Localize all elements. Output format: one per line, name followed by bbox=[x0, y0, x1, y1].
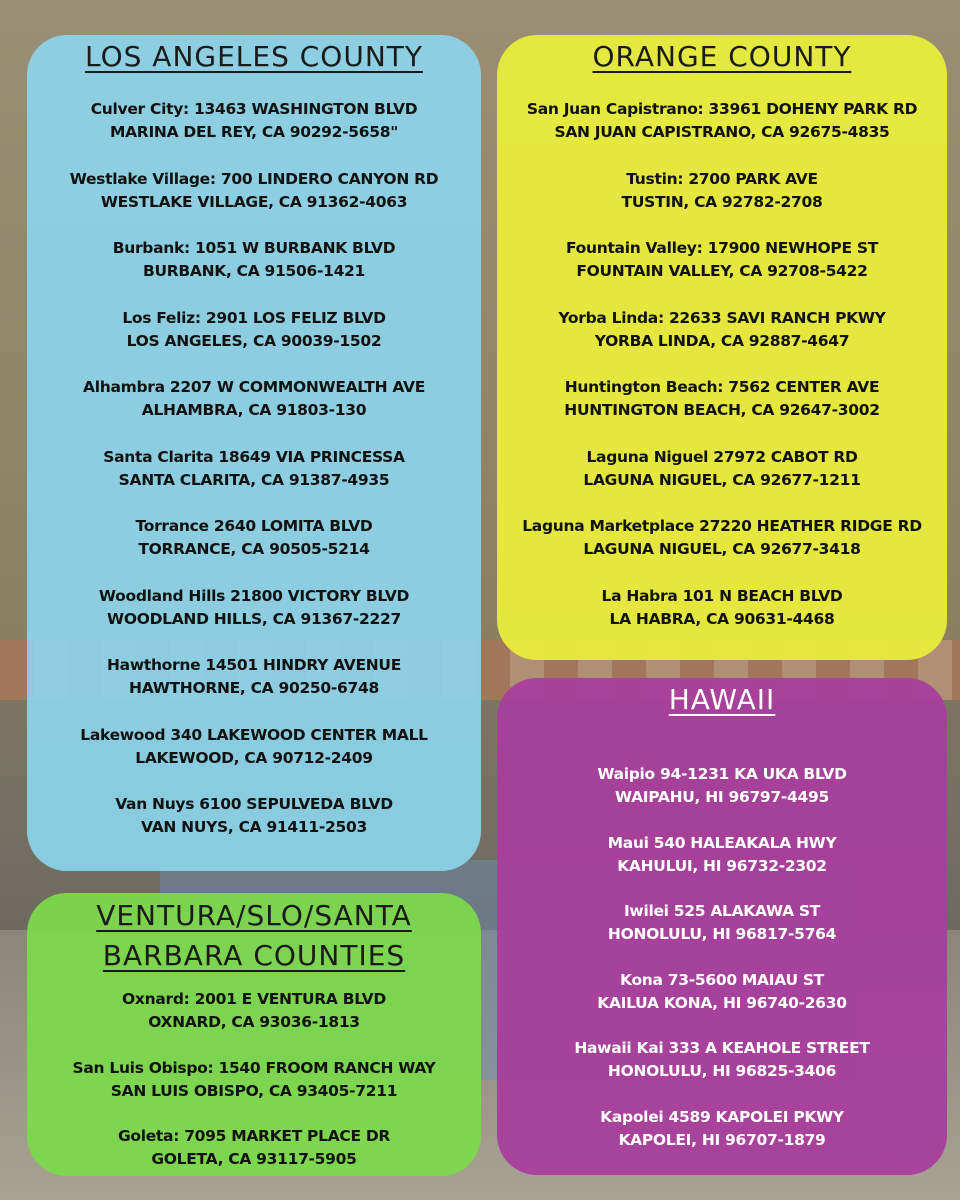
orange-county-panel bbox=[497, 35, 947, 660]
store-city-state-zip: HONOLULU, HI 96817-5764 bbox=[607, 925, 837, 943]
store-name-address: Oxnard: 2001 E VENTURA BLVD bbox=[122, 990, 386, 1008]
store-city-state-zip: FOUNTAIN VALLEY, CA 92708-5422 bbox=[576, 262, 868, 280]
ventura-heading-line-1: VENTURA/SLO/SANTA bbox=[96, 899, 412, 932]
store-location bbox=[497, 98, 947, 144]
store-name-address: Burbank: 1051 W BURBANK BLVD bbox=[112, 239, 396, 257]
store-city-state-zip: KAHULUI, HI 96732-2302 bbox=[617, 856, 827, 875]
store-name-address: Hawaii Kai 333 A KEAHOLE STREET bbox=[574, 1039, 870, 1057]
store-location bbox=[497, 832, 947, 878]
store-city-state-zip: HAWTHORNE, CA 90250-6748 bbox=[129, 679, 379, 697]
hawaii-heading: HAWAII bbox=[668, 683, 776, 716]
store-location bbox=[497, 376, 947, 422]
store-location bbox=[497, 1106, 947, 1152]
store-location bbox=[27, 654, 481, 700]
store-city-state-zip: SANTA CLARITA, CA 91387-4935 bbox=[118, 470, 390, 489]
store-city-state-zip: OXNARD, CA 93036-1813 bbox=[148, 1013, 360, 1031]
store-name-address: Kona 73-5600 MAIAU ST bbox=[620, 970, 824, 989]
ventura-location-list bbox=[27, 988, 481, 1194]
store-name-address: Lakewood 340 LAKEWOOD CENTER MALL bbox=[80, 725, 428, 744]
store-city-state-zip: VAN NUYS, CA 91411-2503 bbox=[141, 818, 367, 836]
store-city-state-zip: GOLETA, CA 93117-5905 bbox=[151, 1150, 357, 1168]
store-city-state-zip: TORRANCE, CA 90505-5214 bbox=[138, 540, 370, 558]
store-city-state-zip: WOODLAND HILLS, CA 91367-2227 bbox=[107, 609, 401, 628]
store-location bbox=[27, 988, 481, 1034]
store-location bbox=[27, 376, 481, 422]
store-city-state-zip: HONOLULU, HI 96825-3406 bbox=[607, 1062, 837, 1080]
store-city-state-zip: WESTLAKE VILLAGE, CA 91362-4063 bbox=[100, 192, 408, 211]
store-location bbox=[27, 168, 481, 214]
store-name-address: Alhambra 2207 W COMMONWEALTH AVE bbox=[83, 378, 425, 396]
store-name-address: Laguna Niguel 27972 CABOT RD bbox=[586, 447, 858, 466]
store-location bbox=[497, 237, 947, 283]
store-location bbox=[497, 446, 947, 492]
store-location bbox=[27, 237, 481, 283]
hawaii-location-list bbox=[497, 763, 947, 1174]
store-name-address: Laguna Marketplace 27220 HEATHER RIDGE RD bbox=[522, 517, 922, 535]
los-angeles-county-panel bbox=[27, 35, 481, 871]
store-city-state-zip: BURBANK, CA 91506-1421 bbox=[142, 262, 366, 280]
store-city-state-zip: MARINA DEL REY, CA 90292-5658" bbox=[109, 123, 399, 141]
los-angeles-county-heading: LOS ANGELES COUNTY bbox=[84, 40, 423, 73]
store-city-state-zip: HUNTINGTON BEACH, CA 92647-3002 bbox=[564, 401, 880, 419]
store-name-address: San Juan Capistrano: 33961 DOHENY PARK RD bbox=[526, 100, 918, 118]
store-name-address: La Habra 101 N BEACH BLVD bbox=[601, 586, 843, 605]
store-name-address: Culver City: 13463 WASHINGTON BLVD bbox=[90, 100, 418, 118]
store-location bbox=[27, 515, 481, 561]
store-name-address: Van Nuys 6100 SEPULVEDA BLVD bbox=[115, 795, 393, 813]
store-city-state-zip: LOS ANGELES, CA 90039-1502 bbox=[126, 331, 382, 350]
store-name-address: Iwilei 525 ALAKAWA ST bbox=[623, 902, 821, 920]
store-location bbox=[27, 1057, 481, 1103]
store-location bbox=[497, 969, 947, 1015]
store-name-address: Yorba Linda: 22633 SAVI RANCH PKWY bbox=[558, 308, 886, 327]
store-location bbox=[27, 585, 481, 631]
store-city-state-zip: TUSTIN, CA 92782-2708 bbox=[621, 192, 823, 211]
store-city-state-zip: ALHAMBRA, CA 91803-130 bbox=[141, 401, 367, 419]
store-city-state-zip: LAGUNA NIGUEL, CA 92677-1211 bbox=[583, 470, 861, 489]
store-location bbox=[497, 168, 947, 214]
store-location bbox=[497, 515, 947, 561]
store-city-state-zip: KAILUA KONA, HI 96740-2630 bbox=[597, 993, 847, 1012]
store-name-address: Kapolei 4589 KAPOLEI PKWY bbox=[600, 1107, 844, 1126]
store-name-address: Westlake Village: 700 LINDERO CANYON RD bbox=[69, 169, 439, 188]
store-name-address: Tustin: 2700 PARK AVE bbox=[626, 169, 818, 188]
store-city-state-zip: LAKEWOOD, CA 90712-2409 bbox=[135, 748, 373, 767]
store-name-address: Santa Clarita 18649 VIA PRINCESSA bbox=[103, 447, 405, 466]
store-name-address: Los Feliz: 2901 LOS FELIZ BLVD bbox=[122, 308, 386, 327]
store-location bbox=[497, 307, 947, 353]
store-name-address: Fountain Valley: 17900 NEWHOPE ST bbox=[565, 239, 879, 257]
store-name-address: Waipio 94-1231 KA UKA BLVD bbox=[597, 765, 847, 783]
store-location bbox=[497, 763, 947, 809]
orange-county-heading: ORANGE COUNTY bbox=[592, 40, 852, 73]
store-city-state-zip: SAN LUIS OBISPO, CA 93405-7211 bbox=[110, 1081, 398, 1100]
store-location bbox=[27, 724, 481, 770]
store-location bbox=[27, 307, 481, 353]
store-city-state-zip: WAIPAHU, HI 96797-4495 bbox=[615, 788, 829, 806]
store-name-address: Huntington Beach: 7562 CENTER AVE bbox=[564, 378, 880, 396]
store-city-state-zip: LA HABRA, CA 90631-4468 bbox=[609, 609, 835, 628]
store-location bbox=[27, 98, 481, 144]
hawaii-panel bbox=[497, 678, 947, 1175]
store-location bbox=[497, 1037, 947, 1083]
store-name-address: Maui 540 HALEAKALA HWY bbox=[607, 833, 837, 852]
ventura-heading bbox=[27, 896, 481, 976]
store-name-address: Woodland Hills 21800 VICTORY BLVD bbox=[98, 586, 410, 605]
los-angeles-location-list bbox=[27, 98, 481, 863]
store-city-state-zip: LAGUNA NIGUEL, CA 92677-3418 bbox=[583, 540, 861, 558]
orange-county-location-list bbox=[497, 98, 947, 654]
store-name-address: San Luis Obispo: 1540 FROOM RANCH WAY bbox=[72, 1058, 436, 1077]
store-location bbox=[27, 1125, 481, 1171]
store-city-state-zip: KAPOLEI, HI 96707-1879 bbox=[618, 1130, 826, 1149]
store-name-address: Torrance 2640 LOMITA BLVD bbox=[135, 517, 373, 535]
store-location bbox=[497, 585, 947, 631]
ventura-heading-line-2: BARBARA COUNTIES bbox=[102, 939, 406, 972]
store-name-address: Hawthorne 14501 HINDRY AVENUE bbox=[106, 656, 401, 674]
store-city-state-zip: SAN JUAN CAPISTRANO, CA 92675-4835 bbox=[554, 123, 890, 141]
ventura-slo-santa-barbara-panel bbox=[27, 893, 481, 1176]
store-location bbox=[497, 900, 947, 946]
store-location bbox=[27, 446, 481, 492]
store-name-address: Goleta: 7095 MARKET PLACE DR bbox=[117, 1127, 391, 1145]
store-city-state-zip: YORBA LINDA, CA 92887-4647 bbox=[594, 331, 850, 350]
store-location bbox=[27, 793, 481, 839]
